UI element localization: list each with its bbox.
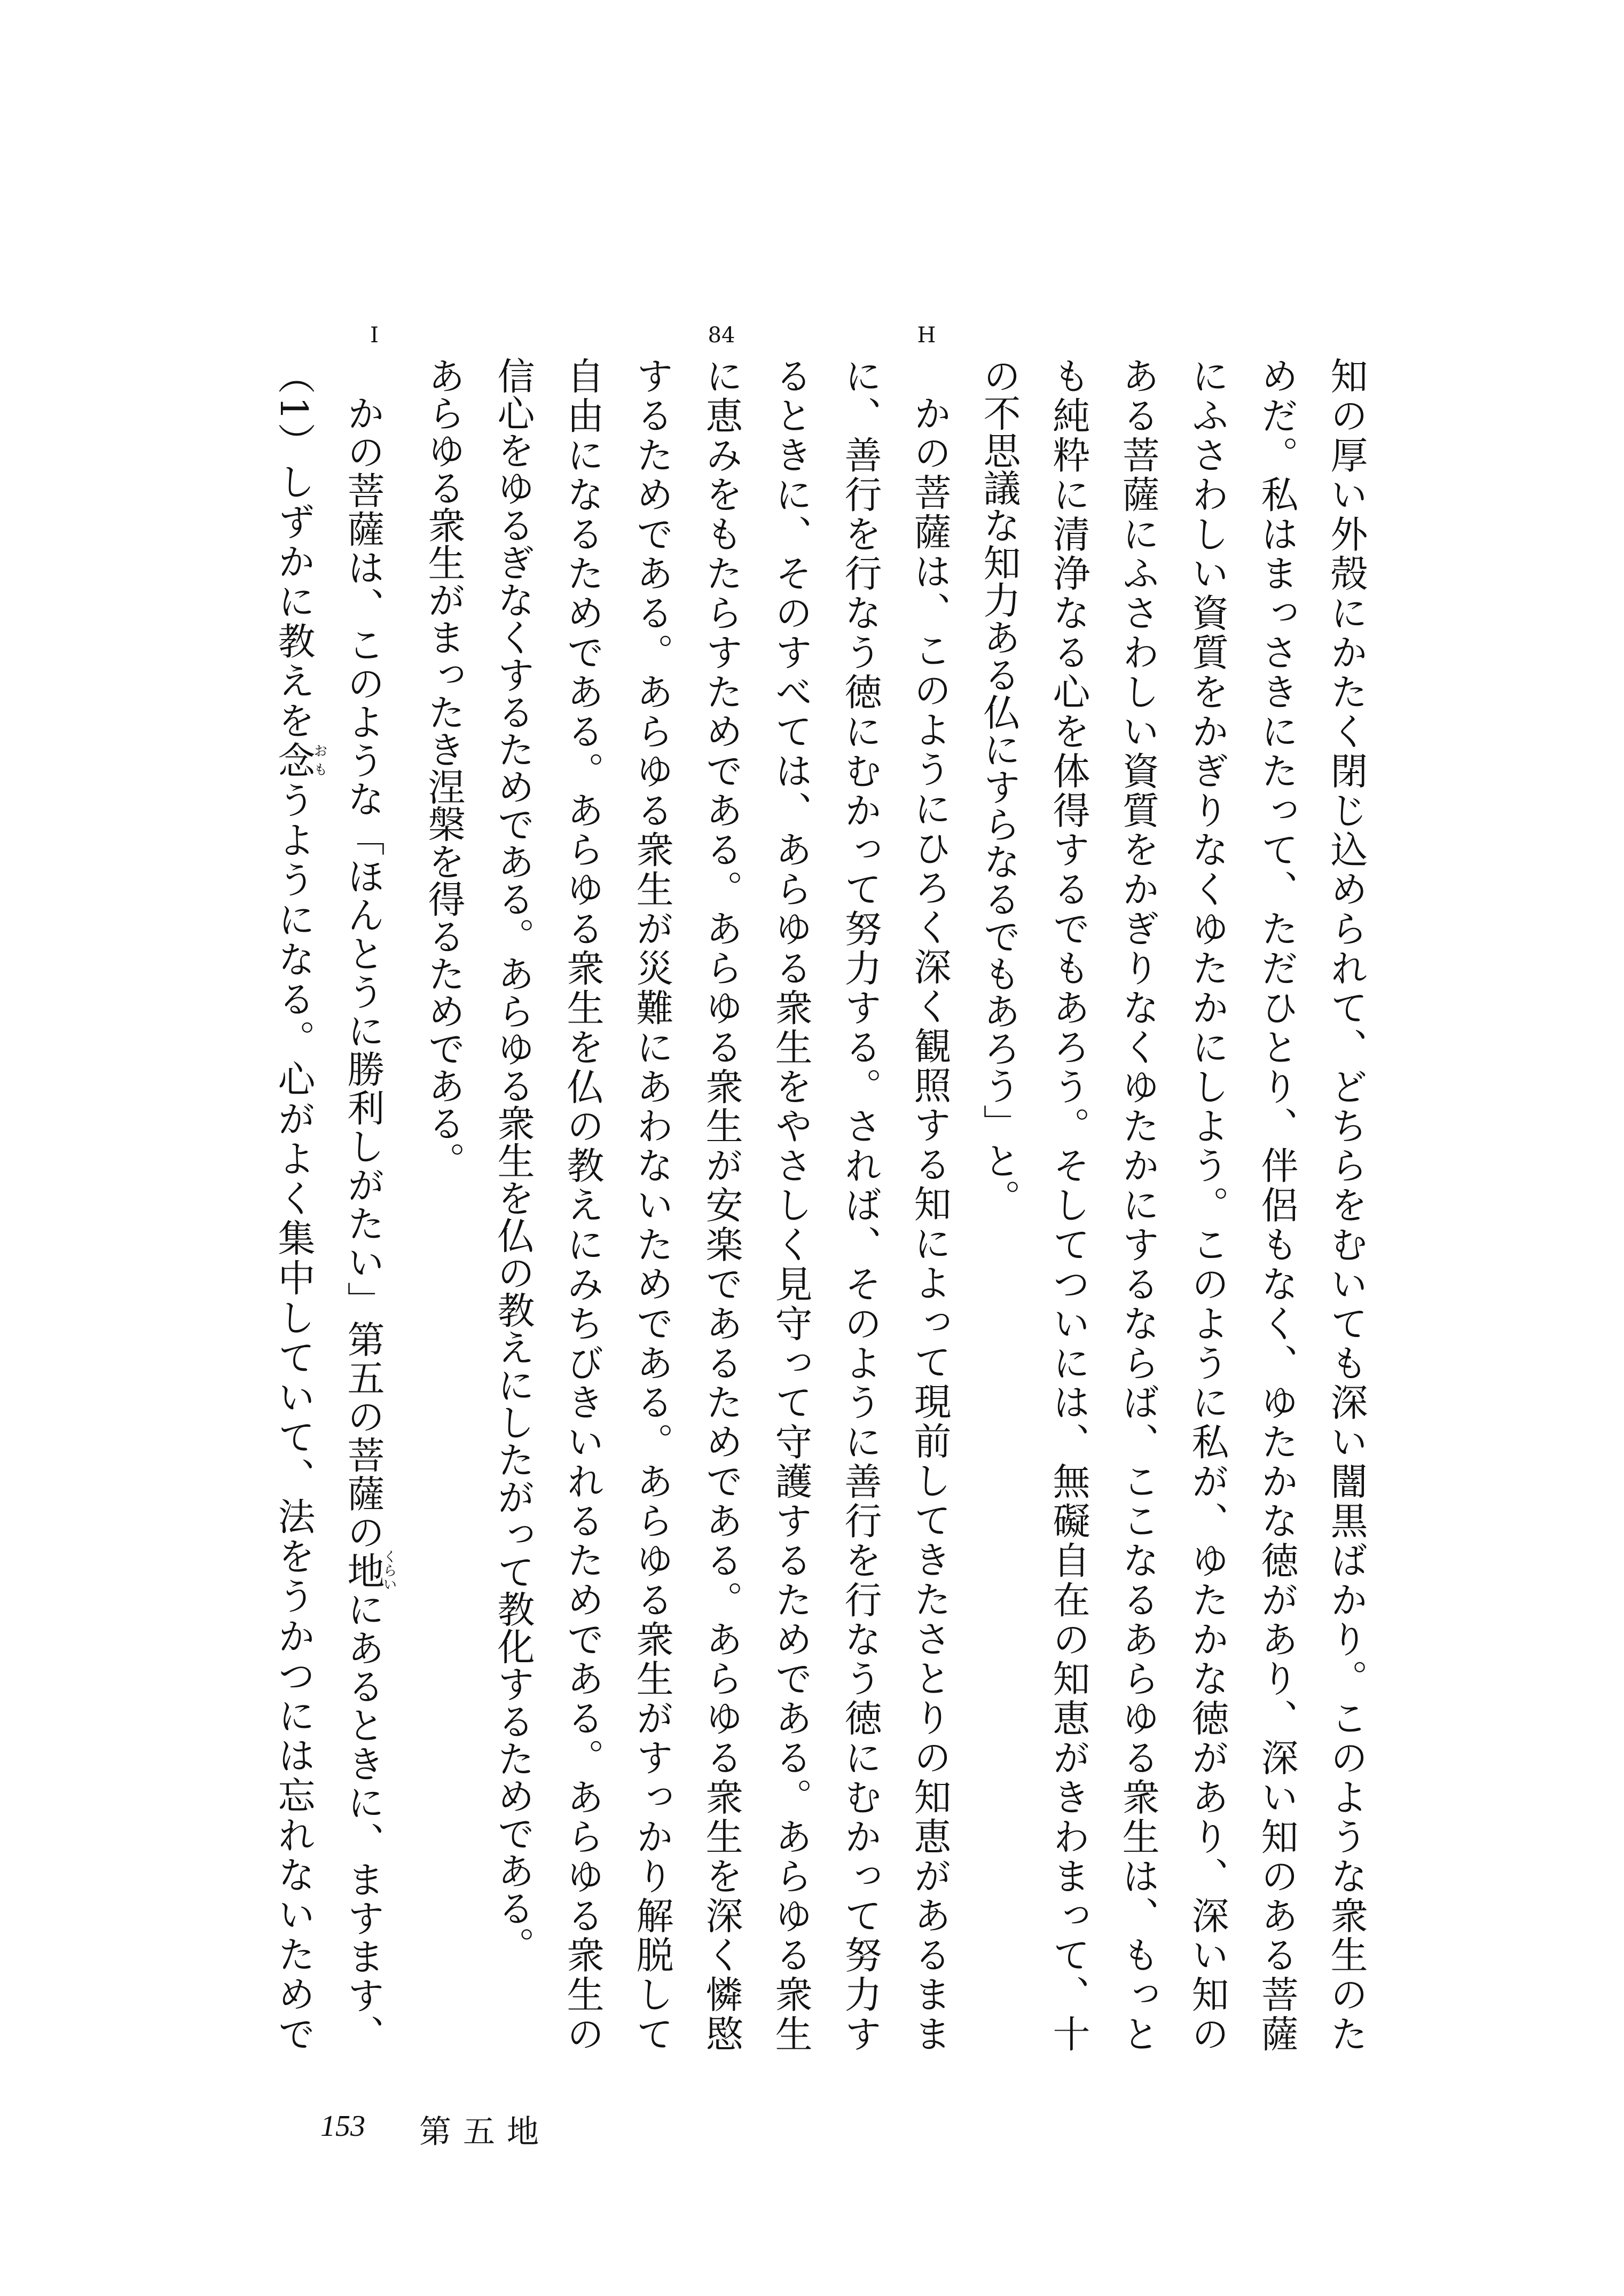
text-segment: めだ。私はまっさきにたって、ただひとり、伴侶もなく、ゆたかな徳があり、深い知のある菩薩 xyxy=(1255,357,1299,2052)
text-segment: の不思議な知力ある仏にすらなるでもあろう」と。 xyxy=(977,357,1021,1216)
ruby-base: 地 xyxy=(341,1549,385,1591)
text-column xyxy=(1325,357,1368,2052)
text-segment: ある菩薩にふさわしい資質をかぎりなくゆたかにするならば、ここなるあらゆる衆生は、もっと xyxy=(1116,357,1160,2053)
text-segment: （1）しずかに教えを xyxy=(272,357,316,741)
text-column xyxy=(1117,357,1159,2052)
text-column xyxy=(700,357,743,2052)
text-column xyxy=(1047,357,1090,2052)
text-segment: も純粋に清浄なる心を体得するでもあろう。そしてついには、無礙自在の知恵がきわまって、十 xyxy=(1047,357,1090,2052)
ruby-annotation xyxy=(341,1549,397,1591)
text-column xyxy=(839,357,882,2052)
ruby-reading: おも xyxy=(311,741,327,779)
text-column xyxy=(272,357,327,2053)
text-segment: るときに、そのすべては、あらゆる衆生をやさしく見守って守護するためである。あらゆる衆生 xyxy=(769,357,813,2053)
text-column xyxy=(1186,357,1229,2052)
text-column xyxy=(978,357,1021,2052)
margin-marker-h: H xyxy=(917,323,936,348)
ruby-annotation xyxy=(272,741,327,781)
text-column xyxy=(341,357,397,2053)
text-column xyxy=(561,357,604,2052)
text-segment: 知の厚い外殻にかたく閉じ込められて、どちらをむいても深い闇黒ばかり。このような衆生のた xyxy=(1324,357,1368,2053)
text-segment: あらゆる衆生がまったき涅槃を得るためである。 xyxy=(422,357,466,1179)
margin-marker-i: I xyxy=(370,323,379,348)
text-segment: に恵みをもたらすためである。あらゆる衆生が安楽であるためである。あらゆる衆生を深く憐愍 xyxy=(700,357,743,2052)
text-segment: かの菩薩は、このような「ほんとうに勝利しがたい」第五の菩薩の xyxy=(341,394,385,1552)
text-segment: 信心をゆるぎなくするためである。あらゆる衆生を仏の教えにしたがって教化するためである。 xyxy=(491,357,535,1964)
text-segment: かの菩薩は、このようにひろく深く観照する知によって現前してきたさとりの知恵があるまま xyxy=(908,394,952,2053)
text-column xyxy=(908,357,951,2052)
text-column xyxy=(1256,357,1298,2052)
text-segment: 自由になるためである。あらゆる衆生を仏の教えにみちびきいれるためである。あらゆる衆生の xyxy=(561,357,605,2053)
text-column xyxy=(770,357,812,2052)
text-segment: するためである。あらゆる衆生が災難にあわないためである。あらゆる衆生がすっかり解脱して xyxy=(630,357,674,2053)
ruby-reading: くらい xyxy=(381,1549,397,1591)
chapter-title: 第五地 xyxy=(419,2113,551,2151)
text-segment: に、善行を行なう徳にむかって努力する。されば、そのように善行を行なう徳にむかって努力す xyxy=(838,357,882,2052)
margin-page-reference: 84 xyxy=(708,323,735,348)
text-column xyxy=(422,357,465,2052)
text-segment: うようになる。心がよく集中していて、法をうかつには忘れないためで xyxy=(272,781,316,2053)
page-number: 153 xyxy=(320,2110,365,2143)
text-segment: にふさわしい資質をかぎりなくゆたかにしよう。このように私が、ゆたかな徳があり、深い知の xyxy=(1186,357,1229,2052)
text-column xyxy=(492,357,535,2052)
text-segment: にあるときに、ますます、 xyxy=(341,1589,385,2053)
text-column xyxy=(631,357,673,2052)
ruby-base: 念 xyxy=(272,741,316,781)
